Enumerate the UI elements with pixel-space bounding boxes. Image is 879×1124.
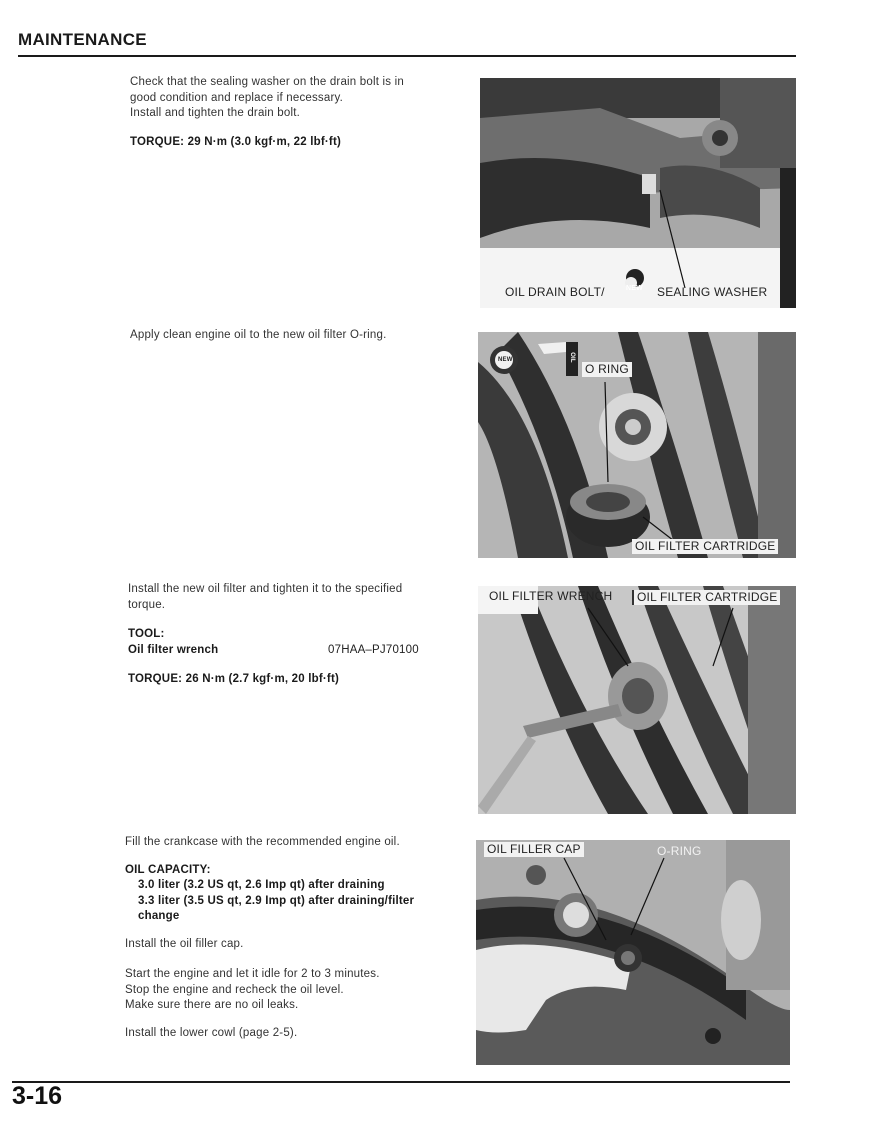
step3-line: Install the new oil filter and tighten it to the specified <box>128 583 403 595</box>
oil-filter-wrench-label: OIL FILTER WRENCH <box>489 589 613 603</box>
step1-line: Check that the sealing washer on the drain bolt is in <box>130 76 404 88</box>
o-ring-label: O-RING <box>657 844 702 858</box>
tool-row <box>128 643 473 659</box>
step2-text: Apply clean engine oil to the new oil filter O-ring. <box>130 329 387 341</box>
step4-text <box>125 835 475 1041</box>
step3-line: torque. <box>128 598 166 611</box>
drain-bolt-photo <box>480 78 796 308</box>
step1-line: good condition and replace if necessary. <box>130 91 344 104</box>
oil-filter-cartridge-label: OIL FILTER CARTRIDGE <box>632 539 778 554</box>
oil-tag: OIL <box>568 352 575 363</box>
step3-text <box>128 582 473 687</box>
step1-torque: TORQUE: 29 N·m (3.0 kgf·m, 22 lbf·ft) <box>130 135 342 148</box>
step3-torque: TORQUE: 26 N·m (2.7 kgf·m, 20 lbf·ft) <box>128 672 340 685</box>
oil-drain-bolt-label: OIL DRAIN BOLT/ <box>505 285 605 299</box>
install-cap-instruction: Install the oil filler cap. <box>125 937 244 950</box>
fill-instruction: Fill the crankcase with the recommended engine oil. <box>125 836 400 848</box>
step1-line: Install and tighten the drain bolt. <box>130 107 301 119</box>
page-title: MAINTENANCE <box>18 30 147 49</box>
install-cowl-instruction: Install the lower cowl (page 2-5). <box>125 1026 298 1039</box>
new-part-badge: NEW <box>626 285 643 292</box>
tool-name: Oil filter wrench <box>128 643 219 656</box>
oil-filter-cartridge-label: OIL FILTER CARTRIDGE <box>632 590 780 605</box>
o-ring-label: O RING <box>582 362 632 377</box>
oil-filler-cap-photo <box>476 840 790 1065</box>
oil-filter-wrench-photo <box>478 586 796 814</box>
tool-heading: TOOL: <box>128 628 165 640</box>
footer-divider <box>12 1081 790 1083</box>
oil-capacity-heading: OIL CAPACITY: <box>125 863 211 876</box>
run-engine-line: Stop the engine and recheck the oil level. <box>125 983 344 996</box>
run-engine-line: Start the engine and let it idle for 2 to 3 minutes. <box>125 968 380 980</box>
oil-filler-cap-label: OIL FILLER CAP <box>484 842 584 857</box>
run-engine-line: Make sure there are no oil leaks. <box>125 999 299 1011</box>
new-part-badge: NEW <box>498 357 513 363</box>
oil-capacity-filter-cont: change <box>138 910 180 922</box>
oil-filter-oring-photo <box>478 332 796 558</box>
page-number: 3-16 <box>12 1082 63 1110</box>
header-divider <box>18 55 796 57</box>
oil-capacity-drain: 3.0 liter (3.2 US qt, 2.6 Imp qt) after draining <box>138 879 385 891</box>
tool-number: 07HAA–PJ70100 <box>328 643 419 656</box>
sealing-washer-label: SEALING WASHER <box>657 285 768 299</box>
step1-text <box>130 75 470 150</box>
oil-capacity-filter: 3.3 liter (3.5 US qt, 2.9 Imp qt) after draining/filter <box>138 894 415 907</box>
